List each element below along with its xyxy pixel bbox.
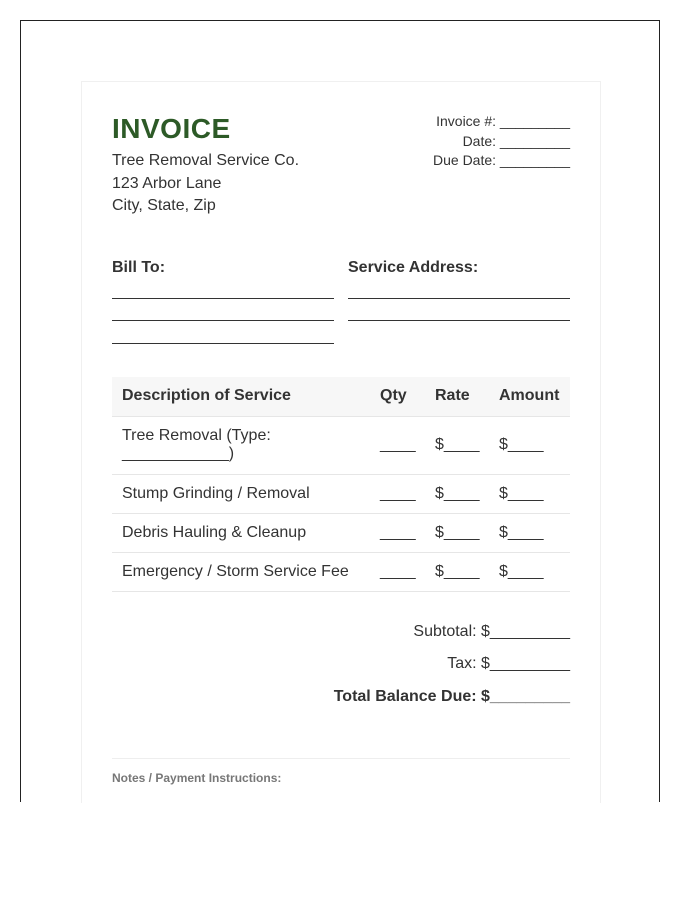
tax-field: Tax: $_________ <box>447 655 570 672</box>
table-header-row <box>112 377 570 416</box>
notes-label: Notes / Payment Instructions: <box>112 771 282 785</box>
header-qty: Qty <box>370 377 425 416</box>
row-description <box>112 416 370 474</box>
header-description: Description of Service <box>112 377 370 416</box>
row-description-line1: Tree Removal (Type: <box>122 427 271 444</box>
total-balance-due-field: Total Balance Due: $_________ <box>333 688 570 705</box>
invoice-title: INVOICE <box>112 113 231 144</box>
row-amount: $____ <box>489 552 570 591</box>
row-description-line2: ____________) <box>122 445 235 462</box>
bill-to-line-2 <box>112 320 334 321</box>
table-row <box>112 513 570 552</box>
row-amount: $____ <box>489 416 570 474</box>
table-row <box>112 474 570 513</box>
company-name: Tree Removal Service Co. <box>112 152 300 169</box>
invoice-date-field: Date: _________ <box>462 133 570 149</box>
row-qty: ____ <box>370 513 425 552</box>
header-amount: Amount <box>489 377 570 416</box>
subtotal-field: Subtotal: $_________ <box>413 623 570 640</box>
row-rate: $____ <box>425 416 489 474</box>
company-city-state-zip: City, State, Zip <box>112 197 216 214</box>
service-address-line-1 <box>348 298 570 299</box>
row-rate: $____ <box>425 552 489 591</box>
header-rate: Rate <box>425 377 489 416</box>
row-description: Stump Grinding / Removal <box>112 474 370 513</box>
row-rate: $____ <box>425 513 489 552</box>
row-qty: ____ <box>370 416 425 474</box>
services-table <box>112 377 570 592</box>
invoice-number-field: Invoice #: _________ <box>436 113 570 129</box>
row-qty: ____ <box>370 552 425 591</box>
table-row <box>112 552 570 591</box>
table-row <box>112 416 570 474</box>
service-address-label: Service Address: <box>348 259 479 276</box>
invoice-due-date-field: Due Date: _________ <box>433 152 570 168</box>
row-description: Emergency / Storm Service Fee <box>112 552 370 591</box>
bill-to-line-3 <box>112 343 334 344</box>
row-amount: $____ <box>489 513 570 552</box>
row-rate: $____ <box>425 474 489 513</box>
notes-divider <box>112 758 570 759</box>
row-description: Debris Hauling & Cleanup <box>112 513 370 552</box>
company-address: 123 Arbor Lane <box>112 175 222 192</box>
service-address-line-2 <box>348 320 570 321</box>
row-amount: $____ <box>489 474 570 513</box>
bill-to-label: Bill To: <box>112 259 166 276</box>
bill-to-line-1 <box>112 298 334 299</box>
row-qty: ____ <box>370 474 425 513</box>
